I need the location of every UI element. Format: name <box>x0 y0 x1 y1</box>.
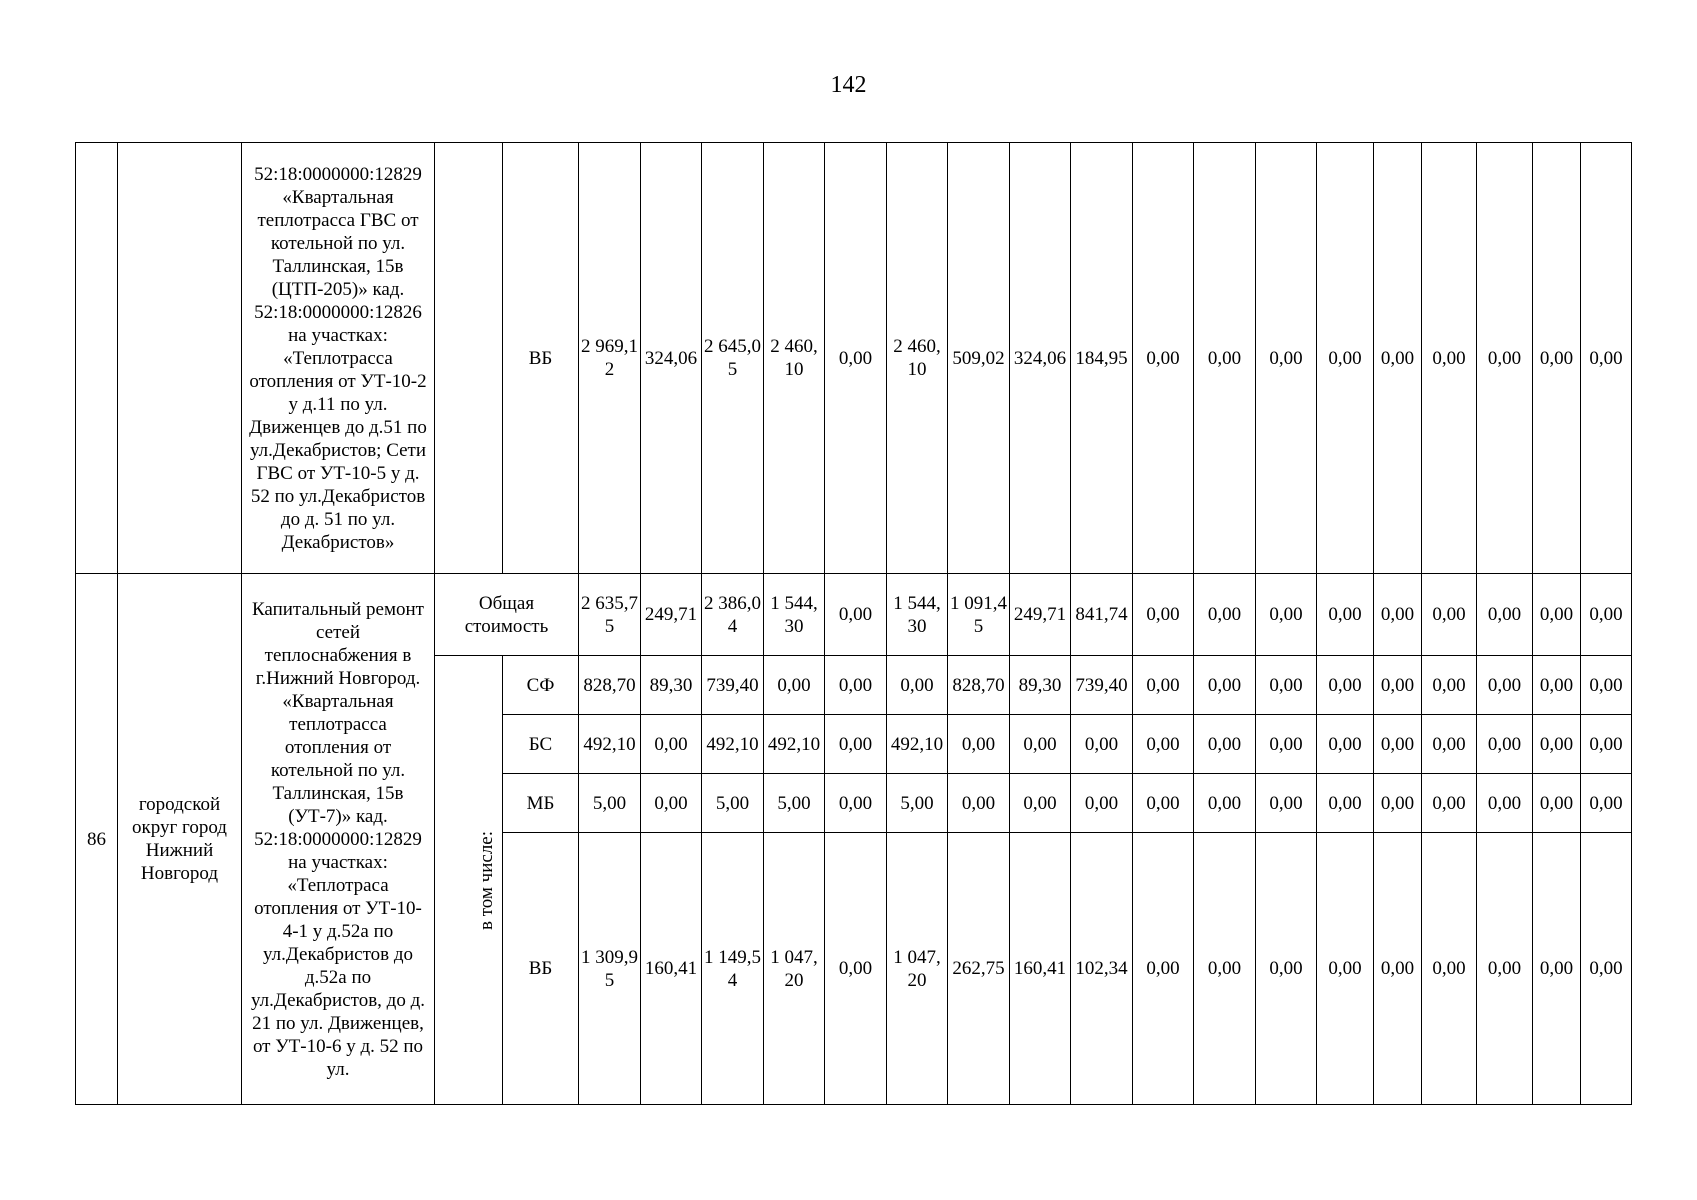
value-cell: 0,00 <box>1477 833 1533 1105</box>
value-cell: 0,00 <box>1133 656 1194 715</box>
value-cell: 1 091,45 <box>948 574 1010 656</box>
value-cell: 828,70 <box>579 656 641 715</box>
value-cell: 0,00 <box>1317 833 1374 1105</box>
value-cell: 0,00 <box>1317 715 1374 774</box>
vertical-label-cell <box>435 143 503 574</box>
value-cell: 0,00 <box>1422 143 1477 574</box>
value-cell: 0,00 <box>1256 656 1317 715</box>
object-name-cell: 52:18:0000000:12829 «Квартальная теплотрасса ГВС от котельной по ул. Таллинская, 15в (ЦТП-205)» кад. 52:18:0000000:12826 на участках: «Теплотрасса отопления от УТ-10-2 у д.11 по ул. Движенцев до д.51 по ул.Декабристов; Сети ГВС от УТ-10-5 у д. 52 по ул.Декабристов до д. 51 по ул. Декабристов» <box>242 143 435 574</box>
value-cell: 0,00 <box>1133 715 1194 774</box>
municipality-cell <box>118 143 242 574</box>
value-cell: 0,00 <box>887 656 948 715</box>
value-cell: 1 309,95 <box>579 833 641 1105</box>
value-cell: 0,00 <box>1533 656 1581 715</box>
value-cell: 0,00 <box>1374 715 1422 774</box>
value-cell: 249,71 <box>1010 574 1071 656</box>
funding-source-cell: ВБ <box>503 143 579 574</box>
value-cell: 0,00 <box>825 656 887 715</box>
value-cell: 0,00 <box>1422 656 1477 715</box>
value-cell: 0,00 <box>1477 574 1533 656</box>
value-cell: 0,00 <box>1071 774 1133 833</box>
value-cell: 739,40 <box>702 656 764 715</box>
value-cell: 0,00 <box>1133 143 1194 574</box>
value-cell: 0,00 <box>1256 833 1317 1105</box>
value-cell: 0,00 <box>1194 774 1256 833</box>
value-cell: 2 460,10 <box>887 143 948 574</box>
value-cell: 0,00 <box>825 574 887 656</box>
value-cell: 492,10 <box>579 715 641 774</box>
value-cell: 492,10 <box>702 715 764 774</box>
value-cell: 0,00 <box>1133 574 1194 656</box>
value-cell: 1 544,30 <box>887 574 948 656</box>
value-cell: 0,00 <box>1256 574 1317 656</box>
funding-source-cell: МБ <box>503 774 579 833</box>
value-cell: 0,00 <box>1477 656 1533 715</box>
value-cell: 0,00 <box>1533 774 1581 833</box>
value-cell: 324,06 <box>1010 143 1071 574</box>
value-cell: 0,00 <box>948 774 1010 833</box>
value-cell: 0,00 <box>1317 774 1374 833</box>
value-cell: 0,00 <box>1422 715 1477 774</box>
value-cell: 2 635,75 <box>579 574 641 656</box>
value-cell: 89,30 <box>641 656 702 715</box>
value-cell: 0,00 <box>641 715 702 774</box>
value-cell: 0,00 <box>1374 143 1422 574</box>
value-cell: 1 047,20 <box>887 833 948 1105</box>
value-cell: 0,00 <box>1194 656 1256 715</box>
row-number-cell: 86 <box>76 574 118 1105</box>
value-cell: 0,00 <box>1194 143 1256 574</box>
value-cell: 0,00 <box>1477 774 1533 833</box>
funding-source-cell: СФ <box>503 656 579 715</box>
value-cell: 0,00 <box>1422 774 1477 833</box>
total-cost-label: Общая стоимость <box>435 574 579 656</box>
value-cell: 0,00 <box>1533 143 1581 574</box>
value-cell: 184,95 <box>1071 143 1133 574</box>
value-cell: 0,00 <box>1010 774 1071 833</box>
value-cell: 0,00 <box>825 774 887 833</box>
value-cell: 5,00 <box>764 774 825 833</box>
value-cell: 0,00 <box>1581 715 1632 774</box>
value-cell: 0,00 <box>1374 656 1422 715</box>
value-cell: 249,71 <box>641 574 702 656</box>
value-cell: 5,00 <box>887 774 948 833</box>
value-cell: 262,75 <box>948 833 1010 1105</box>
value-cell: 0,00 <box>1581 833 1632 1105</box>
municipality-cell: городской округ город Нижний Новгород <box>118 574 242 1105</box>
value-cell: 5,00 <box>702 774 764 833</box>
value-cell: 160,41 <box>1010 833 1071 1105</box>
value-cell: 492,10 <box>764 715 825 774</box>
page-number: 142 <box>830 72 867 98</box>
value-cell: 1 047,20 <box>764 833 825 1105</box>
value-cell: 0,00 <box>1374 574 1422 656</box>
value-cell: 0,00 <box>1581 574 1632 656</box>
row-number-cell <box>76 143 118 574</box>
value-cell: 0,00 <box>1010 715 1071 774</box>
value-cell: 0,00 <box>1317 656 1374 715</box>
funding-source-cell: ВБ <box>503 833 579 1105</box>
table-row-total <box>76 574 1632 656</box>
value-cell: 0,00 <box>948 715 1010 774</box>
value-cell: 509,02 <box>948 143 1010 574</box>
value-cell: 1 149,54 <box>702 833 764 1105</box>
in-total-label-cell <box>435 656 503 1105</box>
value-cell: 0,00 <box>1374 774 1422 833</box>
value-cell: 828,70 <box>948 656 1010 715</box>
value-cell: 0,00 <box>641 774 702 833</box>
funding-source-cell: БС <box>503 715 579 774</box>
object-name-cell: Капитальный ремонт сетей теплоснабжения в г.Нижний Новгород. «Квартальная теплотрасса отопления от котельной по ул. Таллинская, 15в (УТ-7)» кад. 52:18:0000000:12829 на участках: «Теплотраса отопления от УТ-10-4-1 у д.52а по ул.Декабристов до д.52а по ул.Декабристов, до д. 21 по ул. Движенцев, от УТ-10-6 у д. 52 по ул. <box>242 574 435 1105</box>
budget-table <box>75 142 1632 1105</box>
value-cell: 0,00 <box>1422 574 1477 656</box>
value-cell: 0,00 <box>1581 656 1632 715</box>
value-cell: 0,00 <box>1581 143 1632 574</box>
value-cell: 0,00 <box>1133 833 1194 1105</box>
value-cell: 2 969,12 <box>579 143 641 574</box>
value-cell: 0,00 <box>1256 715 1317 774</box>
value-cell: 0,00 <box>1477 715 1533 774</box>
value-cell: 0,00 <box>1256 774 1317 833</box>
value-cell: 739,40 <box>1071 656 1133 715</box>
value-cell: 2 460,10 <box>764 143 825 574</box>
value-cell: 0,00 <box>1477 143 1533 574</box>
value-cell: 0,00 <box>764 656 825 715</box>
value-cell: 0,00 <box>1256 143 1317 574</box>
value-cell: 841,74 <box>1071 574 1133 656</box>
value-cell: 0,00 <box>1533 833 1581 1105</box>
value-cell: 0,00 <box>1533 715 1581 774</box>
in-total-label: в том числе: <box>476 830 498 930</box>
value-cell: 0,00 <box>825 833 887 1105</box>
value-cell: 102,34 <box>1071 833 1133 1105</box>
value-cell: 160,41 <box>641 833 702 1105</box>
value-cell: 0,00 <box>1581 774 1632 833</box>
value-cell: 5,00 <box>579 774 641 833</box>
value-cell: 0,00 <box>1422 833 1477 1105</box>
table-row-continued <box>76 143 1632 574</box>
value-cell: 2 645,05 <box>702 143 764 574</box>
value-cell: 324,06 <box>641 143 702 574</box>
value-cell: 0,00 <box>1071 715 1133 774</box>
value-cell: 0,00 <box>825 143 887 574</box>
value-cell: 0,00 <box>1194 715 1256 774</box>
value-cell: 0,00 <box>1317 143 1374 574</box>
value-cell: 0,00 <box>1133 774 1194 833</box>
value-cell: 0,00 <box>1194 574 1256 656</box>
value-cell: 0,00 <box>825 715 887 774</box>
value-cell: 0,00 <box>1194 833 1256 1105</box>
value-cell: 1 544,30 <box>764 574 825 656</box>
value-cell: 89,30 <box>1010 656 1071 715</box>
value-cell: 0,00 <box>1533 574 1581 656</box>
value-cell: 492,10 <box>887 715 948 774</box>
value-cell: 0,00 <box>1374 833 1422 1105</box>
value-cell: 2 386,04 <box>702 574 764 656</box>
value-cell: 0,00 <box>1317 574 1374 656</box>
